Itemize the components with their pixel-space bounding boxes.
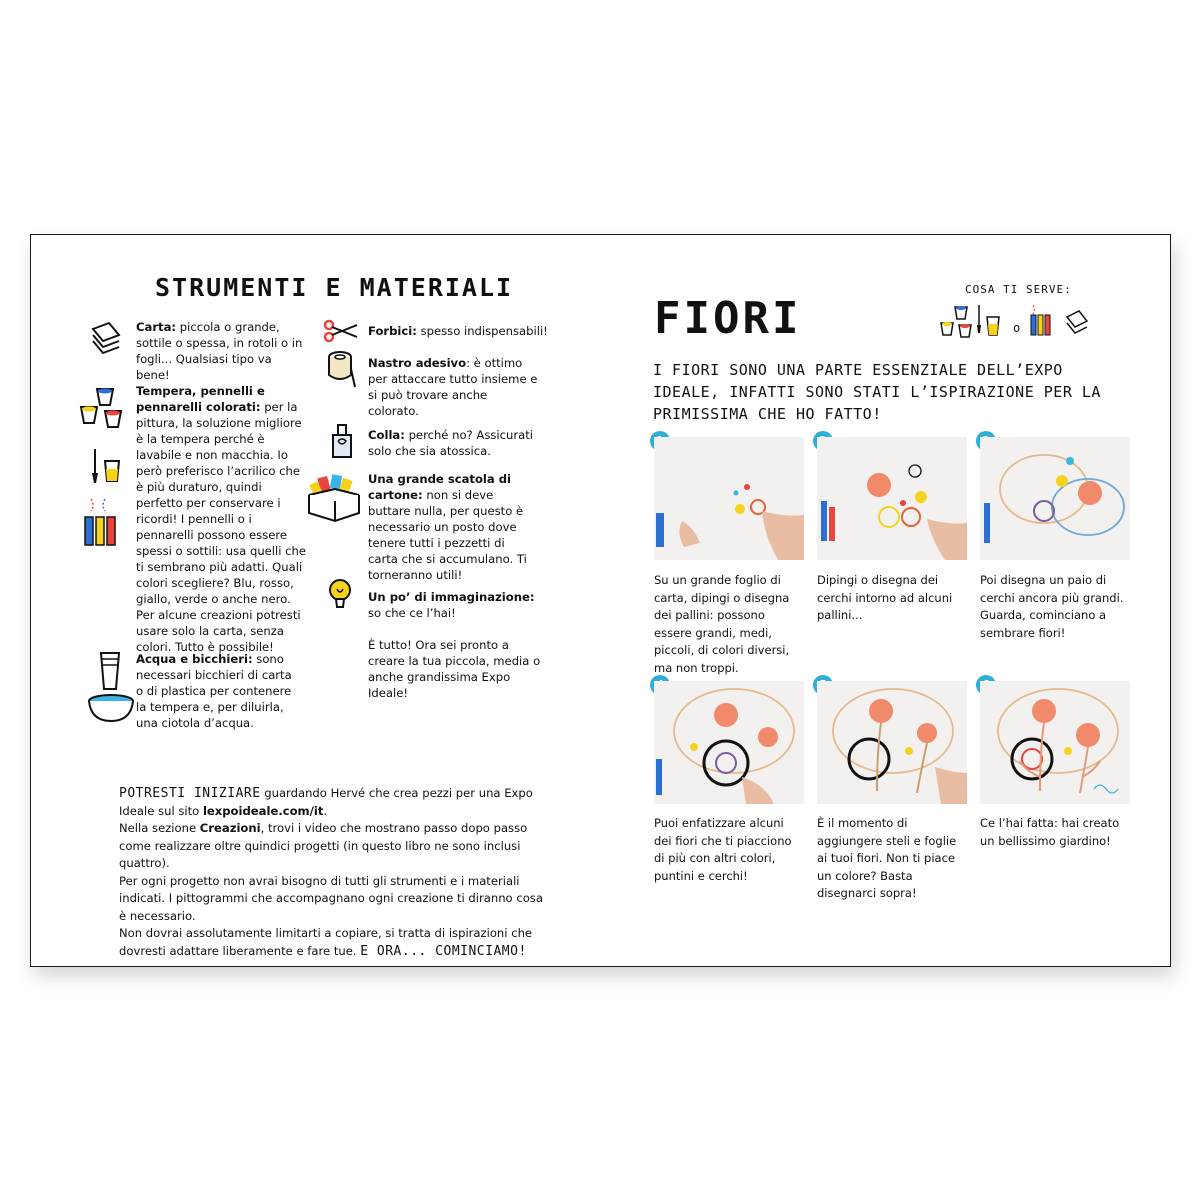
material-scatola: Una grande scatola di cartone: non si deve buttare nulla, per questo è necessario un posto dove tenere tutti i pezzetti di carta che si accumulano. Ti torneranno utili!: [368, 472, 527, 582]
cominciamo-label: E ORA... COMINCIAMO!: [360, 943, 527, 959]
website-link[interactable]: lexpoideale.com/it: [202, 803, 324, 818]
step-1-text: Su un grande foglio di carta, dipingi o disegna dei pallini: possono essere grandi, medi, piccoli, di colori diversi, ma non troppi.: [654, 573, 790, 675]
tape-icon: [327, 349, 357, 389]
step-4-photo: [654, 681, 804, 804]
paper-stack-icon: [89, 321, 123, 355]
material-acqua: Acqua e bicchieri: sono necessari bicchieri di carta o di plastica per contenere la tempera e, per diluirla, una ciotola d’acqua.: [136, 652, 292, 730]
glue-icon: [329, 423, 357, 461]
cosa-ti-serve-label: COSA TI SERVE:: [965, 283, 1072, 296]
material-colla: Colla: perché no? Assicurati solo che sia atossica.: [368, 428, 533, 458]
fiori-intro: I FIORI SONO UNA PARTE ESSENZIALE DELL’EXPO IDEALE, INFATTI SONO STATI L’ISPIRAZIONE PER LA PRIMISSIMA CHE HO FATTO!: [653, 361, 1101, 423]
brush-cup-icon: [87, 447, 127, 487]
markers-icon: [79, 497, 129, 549]
step-6-text: Ce l’hai fatta: hai creato un bellissimo giardino!: [980, 816, 1120, 848]
step-1-photo: [654, 437, 804, 560]
step-2-photo: [817, 437, 967, 560]
material-nastro: Nastro adesivo: è ottimo per attaccare tutto insieme e si può trovare anche colorato.: [368, 356, 538, 418]
step-3-text: Poi disegna un paio di cerchi ancora più grandi. Guarda, cominciano a sembrare fiori!: [980, 573, 1124, 640]
step-3-photo: [980, 437, 1130, 560]
closing-text: È tutto! Ora sei pronto a creare la tua piccola, media o anche grandissima Expo Ideale!: [368, 638, 541, 700]
material-forbici: Forbici: spesso indispensabili!: [368, 324, 548, 338]
step-6-photo: [980, 681, 1130, 804]
paint-cups-icon: [79, 383, 131, 435]
book-spread: [30, 234, 1171, 967]
page-title: FIORI: [654, 293, 802, 344]
step-4-text: Puoi enfatizzare alcuni dei fiori che ti piacciono di più con altri colori, puntini e cerchi!: [654, 816, 792, 883]
material-tempera: Tempera, pennelli e pennarelli colorati: per la pittura, la soluzione migliore è la tempera perché è lavabile e non macchia. Io però preferisco l’acrilico che è più duraturo, quindi perfetto per conservare i ricordi! I pennelli o i pennarelli possono essere spessi o sottili: usa quelli che ti sembrano più adatti. Quali colori scegliere? Blu, rosso, giallo, verde o anche nero. Per alcune creazioni potresti usare solo la carta, senza colori. Tutto è possibile!: [136, 384, 307, 654]
lightbulb-icon: [325, 577, 355, 613]
step-5-photo: [817, 681, 967, 804]
intro-paragraph: POTRESTI INIZIARE guardando Hervé che crea pezzi per una Expo Ideale sul sito lexpoideale.com/it. Nella sezione Creazioni, trovi i video che mostrano passo dopo passo come realizzare oltre quindici progetti (in questo libro ne sono inclusi quattro). Per ogni progetto non avrai bisogno di tutti gli strumenti e i materiali indicati. I pittogrammi che accompagnano ogni creazione ti diranno cosa è necessario. Non dovrai assolutamente limitarti a copiare, si tratta di ispirazioni che dovresti adattare liberamente e fare tue. E ORA... COMINCIAMO!: [119, 786, 543, 959]
left-page-title: STRUMENTI E MATERIALI: [155, 273, 514, 302]
step-2-text: Dipingi o disegna dei cerchi intorno ad alcuni pallini...: [817, 573, 953, 622]
material-carta: Carta: piccola o grande, sottile o spessa, in rotoli o in fogli... Qualsiasi tipo va bene!: [136, 320, 303, 382]
step-5-text: È il momento di aggiungere steli e foglie ai tuoi fiori. Non ti piace un colore? Basta disegnarci sopra!: [817, 816, 957, 900]
box-icon: [305, 473, 363, 525]
cups-bowl-icon: [87, 649, 139, 725]
potresti-iniziare-label: POTRESTI INIZIARE: [119, 786, 261, 801]
or-label: o: [1013, 321, 1021, 335]
material-immaginazione: Un po’ di immaginazione: so che ce l’hai!: [368, 590, 535, 620]
scissors-icon: [323, 319, 359, 343]
